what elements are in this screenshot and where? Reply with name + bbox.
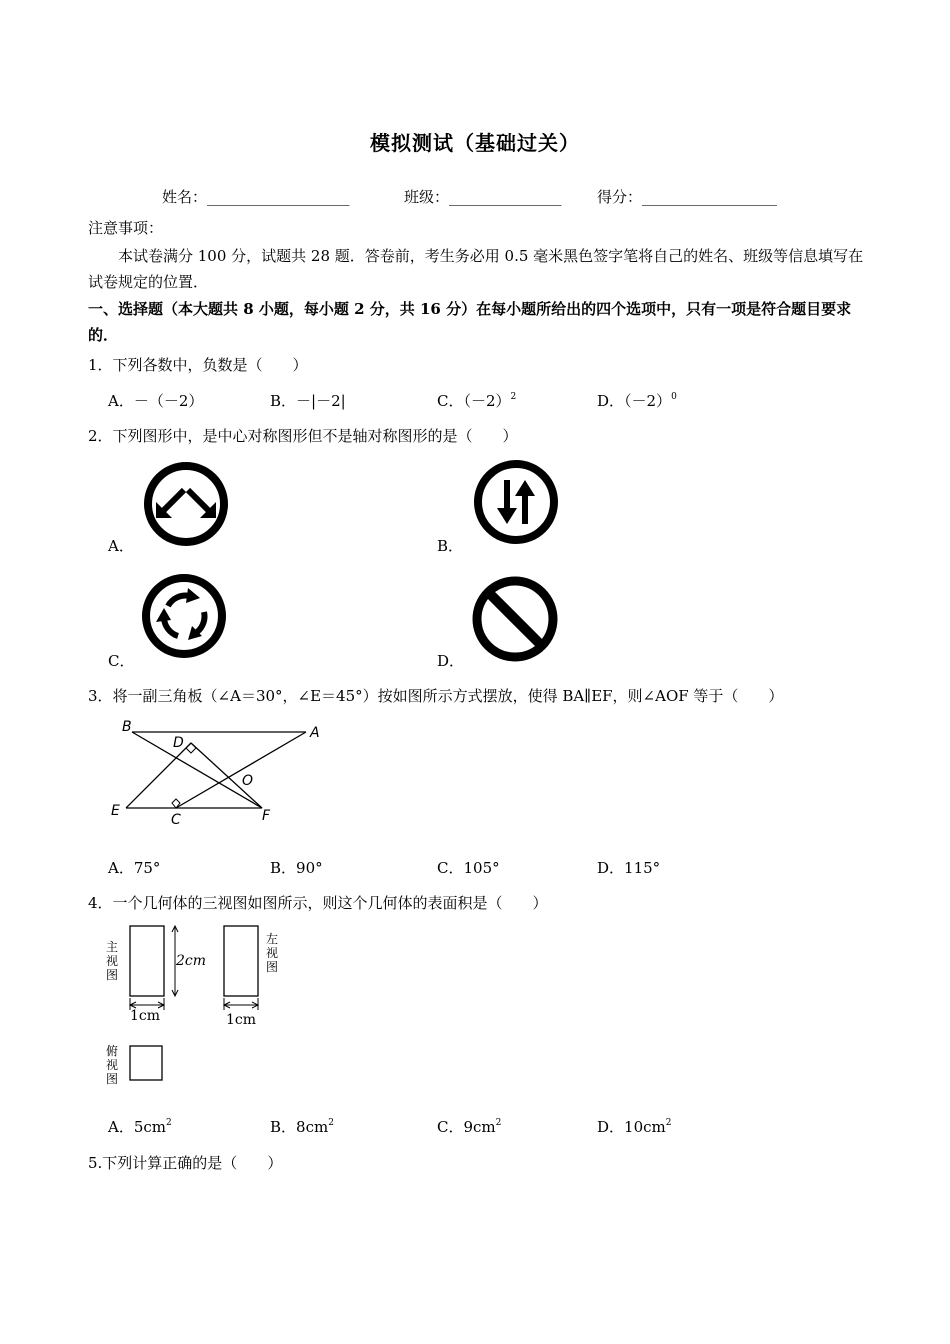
score-blank: __________________ bbox=[642, 188, 778, 206]
notice-heading: 注意事项： bbox=[88, 219, 164, 237]
q4-option-a-base: A．5cm bbox=[108, 1118, 167, 1136]
class-blank: _______________ bbox=[449, 188, 562, 206]
q2-option-a[interactable]: A． bbox=[108, 537, 134, 555]
q4-option-c-exp: 2 bbox=[495, 1118, 502, 1128]
q1-option-d-base: D．（－2） bbox=[597, 392, 672, 410]
q1-option-c[interactable] bbox=[437, 390, 516, 411]
q2-sign-a-diagonal-arrows-icon[interactable] bbox=[140, 458, 232, 550]
q3-option-c[interactable]: C．105° bbox=[437, 859, 500, 877]
q2-option-c[interactable]: C． bbox=[108, 652, 135, 670]
name-field[interactable] bbox=[162, 186, 350, 207]
name-blank: ___________________ bbox=[207, 188, 350, 206]
q1-option-b[interactable]: B．－|－2| bbox=[270, 392, 346, 410]
q3-triangle-figure bbox=[100, 712, 340, 832]
q4-stem: 4．一个几何体的三视图如图所示，则这个几何体的表面积是（ ） bbox=[88, 894, 548, 912]
q2-sign-b-up-down-arrows-icon[interactable] bbox=[470, 456, 562, 548]
q3-label-d: D bbox=[173, 735, 184, 751]
q4-height-label: 2cm bbox=[176, 953, 207, 969]
q3-label-o: O bbox=[242, 773, 254, 789]
q4-option-c[interactable] bbox=[437, 1116, 501, 1137]
q3-stem: 3．将一副三角板（∠A＝30°，∠E＝45°）按如图所示方式摆放，使得 BA∥EF，则∠AOF 等于（ ） bbox=[88, 687, 784, 705]
q2-stem: 2．下列图形中，是中心对称图形但不是轴对称图形的是（ ） bbox=[88, 427, 518, 445]
q3-label-c: C bbox=[171, 812, 181, 828]
section1-heading: 一、选择题（本大题共 8 小题，每小题 2 分，共 16 分）在每小题所给出的四个选项中，只有一项是符合题目要求的． bbox=[88, 300, 852, 344]
class-field[interactable] bbox=[404, 186, 562, 207]
q1-option-c-exp: 2 bbox=[510, 392, 517, 402]
q3-option-a[interactable]: A．75° bbox=[108, 859, 161, 877]
q4-width-label-front: 1cm bbox=[130, 1008, 161, 1024]
q4-option-b-base: B．8cm bbox=[270, 1118, 329, 1136]
q4-option-d-base: D．10cm bbox=[597, 1118, 666, 1136]
q4-option-d-exp: 2 bbox=[665, 1118, 672, 1128]
notice-body: 本试卷满分 100 分，试题共 28 题．答卷前，考生务必用 0.5 毫米黑色签字笔将自己的姓名、班级等信息填写在试卷规定的位置． bbox=[88, 247, 864, 291]
q4-option-d[interactable] bbox=[597, 1116, 671, 1137]
q4-option-a-exp: 2 bbox=[166, 1118, 172, 1128]
class-label: 班级： bbox=[404, 188, 450, 206]
q2-sign-c-roundabout-icon[interactable] bbox=[138, 570, 230, 662]
q4-top-view-label: 俯视图 bbox=[106, 1044, 119, 1086]
q3-label-f: F bbox=[262, 808, 271, 824]
q4-option-b[interactable] bbox=[270, 1116, 334, 1137]
q3-label-a: A bbox=[310, 725, 320, 741]
q4-left-view-label: 左视图 bbox=[266, 932, 279, 974]
q3-option-d[interactable]: D．115° bbox=[597, 859, 661, 877]
name-label: 姓名： bbox=[162, 188, 208, 206]
q4-option-b-exp: 2 bbox=[328, 1118, 334, 1128]
q4-width-label-left: 1cm bbox=[226, 1012, 257, 1028]
q4-option-a[interactable] bbox=[108, 1116, 172, 1137]
q1-option-c-base: C．（－2） bbox=[437, 392, 511, 410]
q1-stem: 1．下列各数中，负数是（ ） bbox=[88, 356, 308, 374]
q3-option-b[interactable]: B．90° bbox=[270, 859, 323, 877]
q3-label-b: B bbox=[122, 719, 132, 735]
q2-option-d[interactable]: D． bbox=[437, 652, 465, 670]
q1-option-a[interactable]: A．－（－2） bbox=[108, 392, 204, 410]
page-title: 模拟测试（基础过关） bbox=[370, 131, 580, 155]
q1-option-d[interactable] bbox=[597, 390, 677, 411]
q4-front-view-label: 主视图 bbox=[106, 940, 119, 982]
q2-option-b[interactable]: B． bbox=[437, 537, 464, 555]
q5-stem: 5.下列计算正确的是（ ） bbox=[88, 1154, 283, 1172]
score-field[interactable] bbox=[597, 186, 777, 207]
score-label: 得分： bbox=[597, 188, 643, 206]
q1-option-d-exp: 0 bbox=[671, 392, 677, 402]
q4-option-c-base: C．9cm bbox=[437, 1118, 496, 1136]
q2-sign-d-no-entry-icon[interactable] bbox=[468, 572, 562, 666]
q3-label-e: E bbox=[111, 803, 120, 819]
